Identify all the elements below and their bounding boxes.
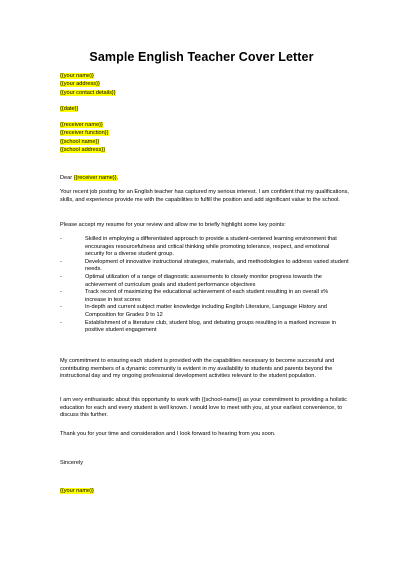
list-item-text: Optimal utilization of a range of diagnostic assessments to closely monitor progress towards the achievement of curriculum goals and student performance objectives [85,273,322,288]
salutation-name: {{receiver name}} [73,175,117,181]
signature-block [60,488,350,496]
school-address: {{school address}} [60,146,106,153]
paragraph-commitment: My commitment to ensuring each student is provided with the capabilities necessary to become successful and contributing members of a dynamic community is evident in my availability to students and parents beyond the instructional day and my ongoing professional development activities relevant to the student population. [60,358,335,380]
list-item-text: Skilled in employing a differentiated approach to provide a student-centered learning environment that encourages resourcefulness and critical thinking while promoting tolerance, respect, and emotional security for a diverse student group. [85,236,337,258]
closing: Sincerely [60,460,84,466]
receiver-function: {{receiver function}} [60,130,109,137]
receiver-name: {{receiver name}} [60,122,103,128]
list-item: - Establishment of a literature club, student blog, and debating groups resulting in a marked increase in positive student engagement [60,319,336,334]
list-item: - Track record of maximizing the educational achievement of each student resulting in an overall x% increase in test scores [60,289,329,303]
salutation-prefix: Dear [60,175,74,181]
paragraph-intro: Your recent job posting for an English teacher has captured my serious interest. I am confident that my qualifications, skills, and experience provide me with the capabilities to fulfill the position and add significant value to the school. [60,189,349,203]
date-field: {{date}} [60,106,79,112]
paragraph-thanks: Thank you for your time and consideration and I look forward to hearing from you soon. [60,431,276,437]
list-item-text: In-depth and current subject matter knowledge including English Literature, Language History and Composition for Grades 9 to 12 [85,304,327,318]
school-name: {{school name}} [60,138,100,145]
list-item-text: Development of innovative instructional strategies, materials, and methodologies to address varied student needs. [85,258,349,273]
receiver-block [60,121,109,154]
salutation-suffix: , [116,175,119,181]
salutation [60,175,350,183]
sender-contact: {{your contact details}} [60,89,116,96]
document-title: Sample English Teacher Cover Letter [89,50,314,64]
highlights-list [60,236,350,335]
sender-address: {{your address}} [60,81,100,88]
list-item: - In-depth and current subject matter knowledge including English Literature, Language History and Composition for Grades 9 to 12 [60,304,327,318]
signature-name: {{your name}} [60,488,94,494]
list-item: - Optimal utilization of a range of diagnostic assessments to closely monitor progress towards the achievement of curriculum goals and student performance objectives [60,273,322,288]
list-item-text: Track record of maximizing the educational achievement of each student resulting in an overall x% increase in test scores [85,289,329,303]
list-item: - Development of innovative instructional strategies, materials, and methodologies to address varied student needs. [60,258,349,273]
date-block [60,105,78,113]
list-item-text: Establishment of a literature club, student blog, and debating groups resulting in a marked increase in positive student engagement [85,319,336,334]
paragraph-enthusiasm: I am very enthusiastic about this opportunity to work with {{school-name}} as your commitment to providing a holistic education for each and every student is well known. I would love to meet with you, at your earliest convenience, to discuss this further. [60,397,347,419]
sender-block [60,72,116,97]
paragraph-highlights: Please accept my resume for your review and allow me to briefly highlight some key points: [60,222,286,228]
list-item: - Skilled in employing a differentiated approach to provide a student-centered learning environment that encourages resourcefulness and critical thinking while promoting tolerance, respect, and emotional security for a diverse student group. [60,236,337,258]
sender-name: {{your name}} [60,73,94,79]
